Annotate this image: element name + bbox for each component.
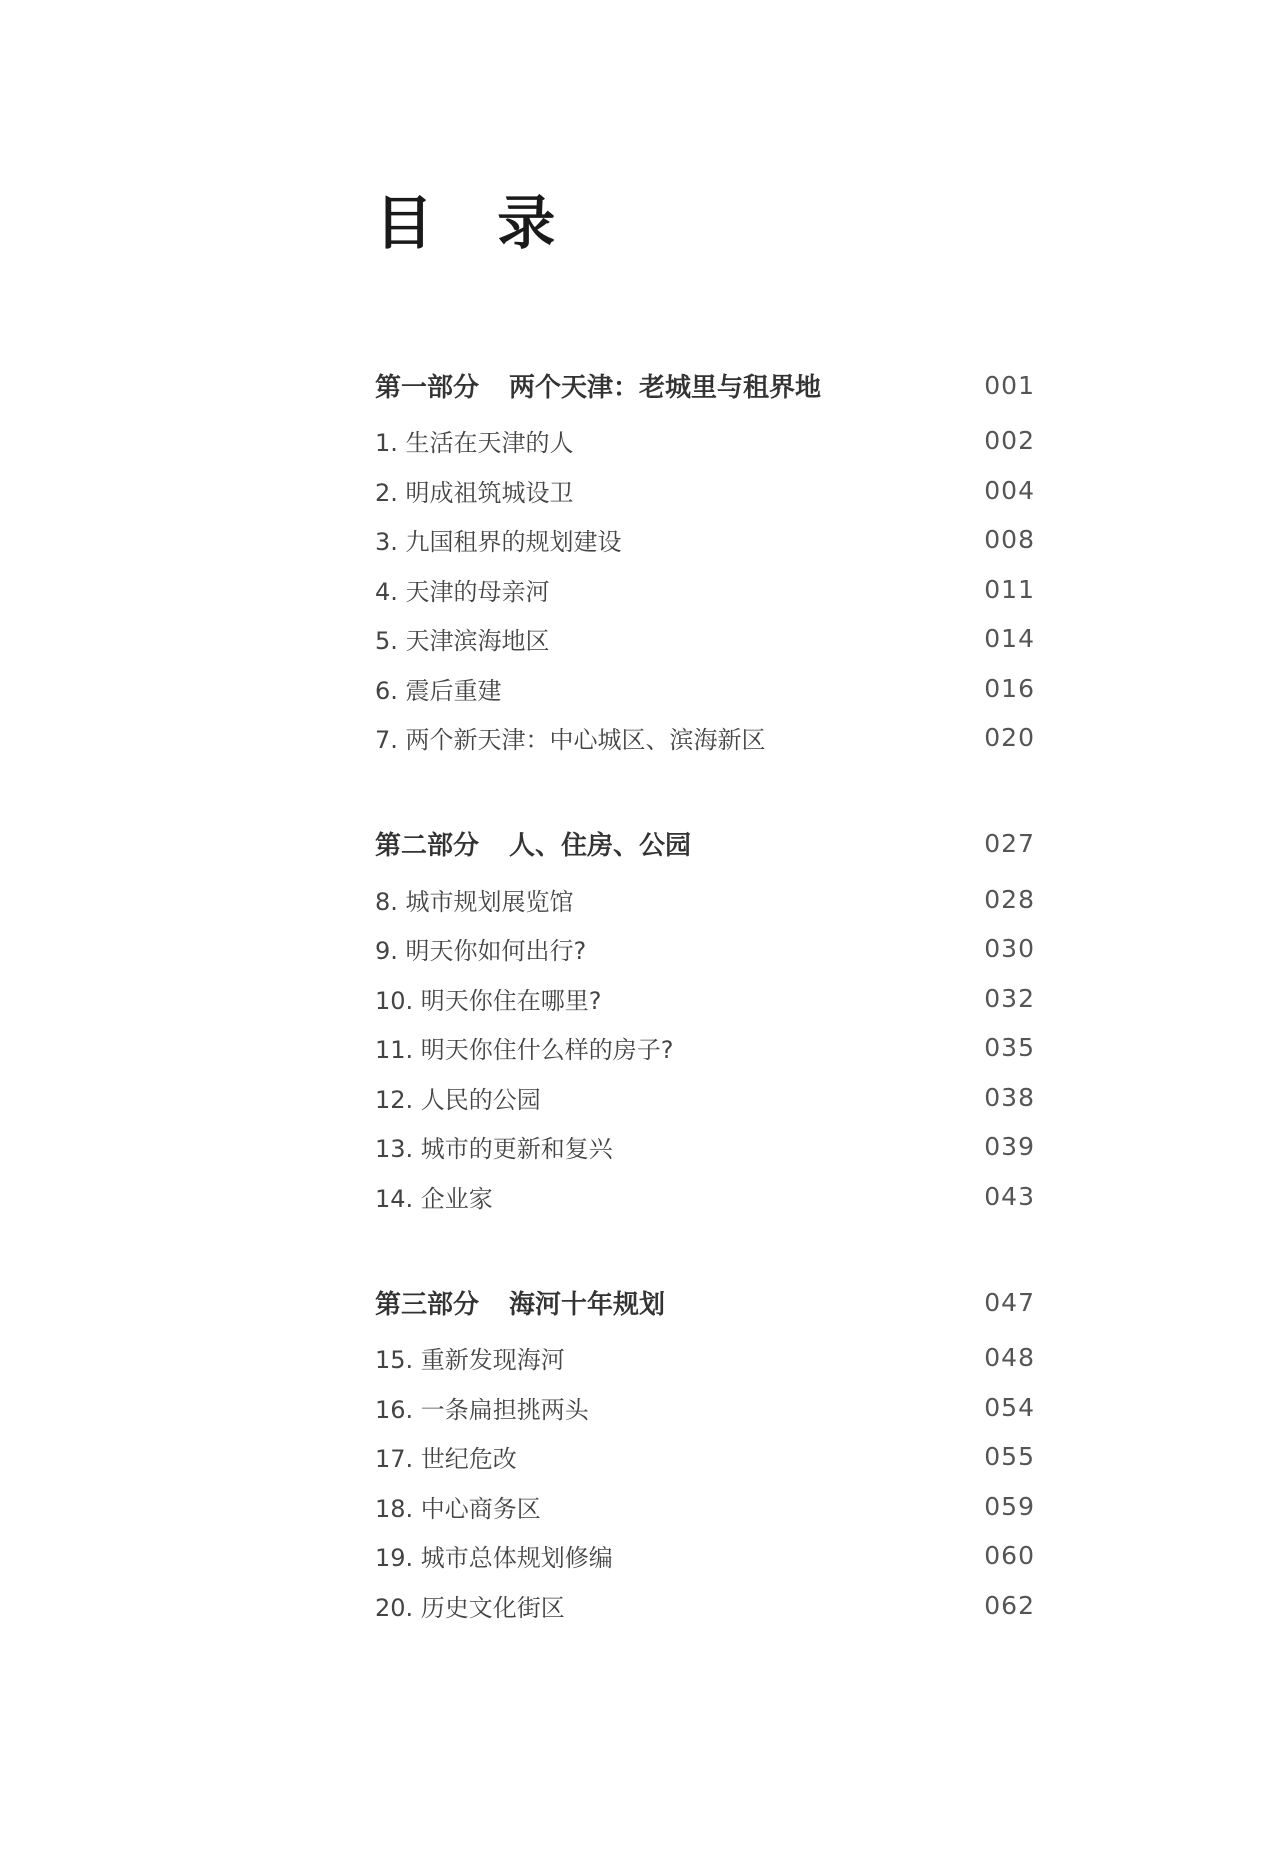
toc-entry[interactable]	[375, 1122, 1035, 1172]
entry-page-number: 038	[984, 1082, 1035, 1112]
toc-entry[interactable]	[375, 875, 1035, 925]
part-header[interactable]	[375, 819, 1035, 869]
part-label: 第三部分	[375, 1289, 480, 1320]
entry-page-number: 016	[984, 673, 1035, 703]
entry-title: 11. 明天你住什么样的房子?	[375, 1036, 674, 1065]
toc-entry[interactable]	[375, 416, 1035, 466]
entry-page-number: 060	[984, 1541, 1035, 1571]
toc-entry[interactable]	[375, 565, 1035, 615]
part-title	[375, 367, 821, 404]
entry-title: 13. 城市的更新和复兴	[375, 1135, 613, 1164]
entry-page-number: 043	[984, 1181, 1035, 1211]
part-title	[375, 1284, 665, 1321]
entry-page-number: 020	[984, 723, 1035, 753]
entry-title: 14. 企业家	[375, 1184, 493, 1213]
part-page-number: 027	[984, 829, 1035, 858]
entry-title: 12. 人民的公园	[375, 1085, 541, 1114]
entry-page-number: 002	[984, 426, 1035, 456]
entry-title: 10. 明天你住在哪里?	[375, 986, 602, 1015]
toc-entry[interactable]	[375, 466, 1035, 516]
toc-entry[interactable]	[375, 974, 1035, 1024]
entry-page-number: 011	[984, 574, 1035, 604]
entry-page-number: 008	[984, 525, 1035, 555]
toc-entry[interactable]	[375, 1172, 1035, 1222]
entry-title: 17. 世纪危改	[375, 1445, 517, 1474]
entry-title: 15. 重新发现海河	[375, 1346, 565, 1375]
entry-page-number: 028	[984, 884, 1035, 914]
toc-entry[interactable]	[375, 1073, 1035, 1123]
toc-entry[interactable]	[375, 1531, 1035, 1581]
entry-page-number: 062	[984, 1590, 1035, 1620]
entry-title: 6. 震后重建	[375, 676, 502, 705]
entry-title: 19. 城市总体规划修编	[375, 1544, 613, 1573]
entry-title: 9. 明天你如何出行?	[375, 937, 587, 966]
entry-page-number: 035	[984, 1033, 1035, 1063]
toc-entry[interactable]	[375, 1482, 1035, 1532]
entry-title: 4. 天津的母亲河	[375, 577, 550, 606]
part-name: 海河十年规划	[509, 1289, 666, 1320]
part-name: 两个天津：老城里与租界地	[509, 372, 822, 403]
toc-entry[interactable]	[375, 713, 1035, 763]
entry-page-number: 030	[984, 934, 1035, 964]
toc-entry[interactable]	[375, 1383, 1035, 1433]
part-section-2	[375, 819, 1035, 1222]
entry-title: 18. 中心商务区	[375, 1494, 541, 1523]
toc-entry[interactable]	[375, 664, 1035, 714]
part-page-number: 047	[984, 1287, 1035, 1317]
entry-title: 8. 城市规划展览馆	[375, 887, 574, 916]
part-label: 第二部分	[375, 831, 480, 861]
entry-title: 2. 明成祖筑城设卫	[375, 478, 574, 507]
toc-entry[interactable]	[375, 1432, 1035, 1482]
part-title	[375, 825, 691, 862]
table-of-contents	[375, 360, 1035, 1686]
entry-page-number: 039	[984, 1132, 1035, 1162]
page-title: 目 录	[375, 189, 578, 257]
part-section-3	[375, 1277, 1035, 1630]
part-header[interactable]	[375, 1277, 1035, 1327]
entry-page-number: 014	[984, 624, 1035, 654]
entry-title: 5. 天津滨海地区	[375, 627, 550, 656]
toc-entry[interactable]	[375, 614, 1035, 664]
part-page-number: 001	[984, 370, 1035, 400]
toc-entry[interactable]	[375, 1023, 1035, 1073]
entry-page-number: 054	[984, 1392, 1035, 1422]
toc-entry[interactable]	[375, 1333, 1035, 1383]
toc-entry[interactable]	[375, 1581, 1035, 1631]
entry-page-number: 048	[984, 1343, 1035, 1373]
part-name: 人、住房、公园	[509, 831, 692, 861]
entry-title: 1. 生活在天津的人	[375, 429, 574, 458]
part-header[interactable]	[375, 360, 1035, 410]
entry-title: 16. 一条扁担挑两头	[375, 1395, 589, 1424]
entry-page-number: 059	[984, 1491, 1035, 1521]
entry-page-number: 004	[984, 475, 1035, 505]
entry-title: 20. 历史文化街区	[375, 1593, 565, 1622]
entry-page-number: 055	[984, 1442, 1035, 1472]
entry-title: 3. 九国租界的规划建设	[375, 528, 622, 557]
part-section-1	[375, 360, 1035, 763]
part-label: 第一部分	[375, 372, 480, 403]
entry-title: 7. 两个新天津：中心城区、滨海新区	[375, 726, 766, 755]
toc-entry[interactable]	[375, 924, 1035, 974]
toc-entry[interactable]	[375, 515, 1035, 565]
entry-page-number: 032	[984, 983, 1035, 1013]
